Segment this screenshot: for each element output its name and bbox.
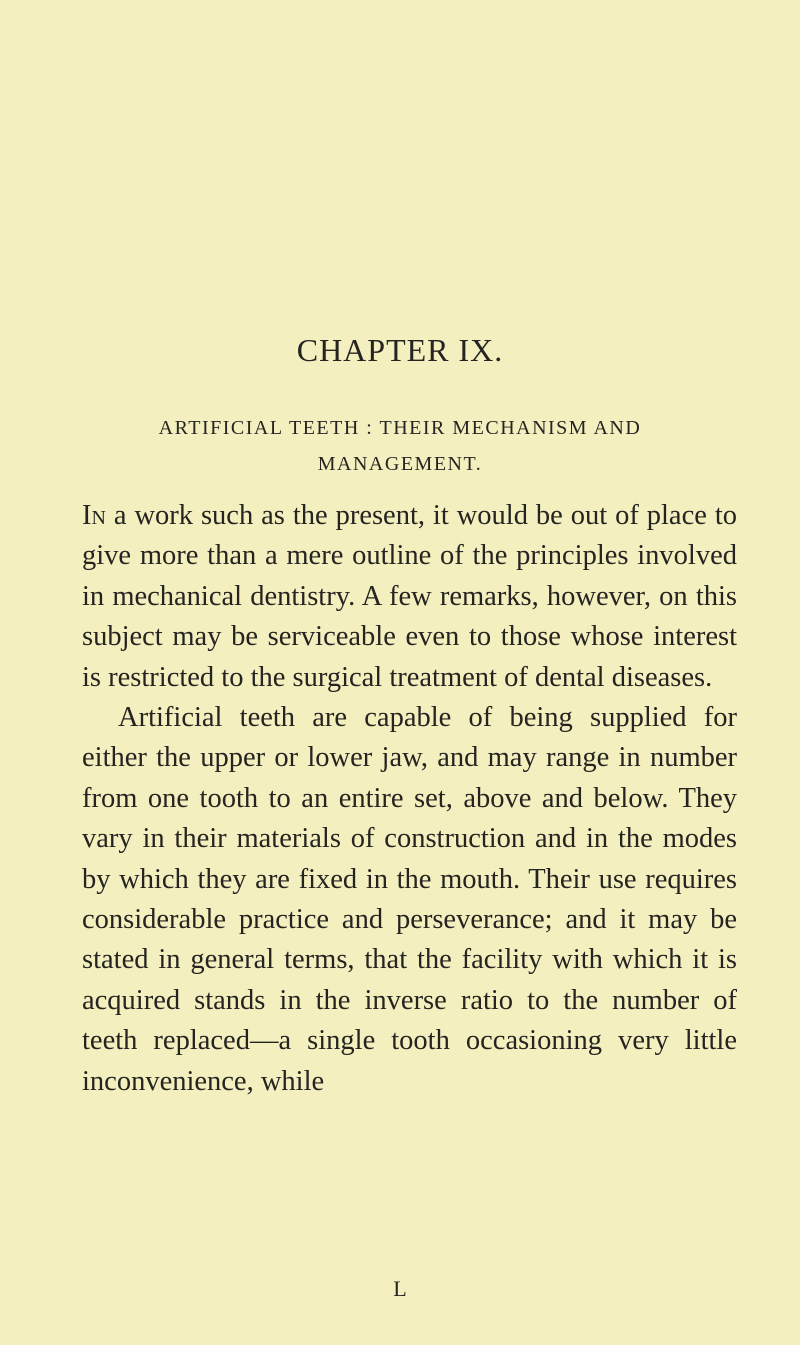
signature-mark: L xyxy=(393,1276,407,1301)
chapter-subtitle: ARTIFICIAL TEETH : THEIR MECHANISM AND MANAGEMENT. xyxy=(158,417,642,475)
paragraph-1-lead-word: In xyxy=(82,500,106,531)
paragraph-2: Artificial teeth are capable of being supplied for either the upper or lower jaw, and may range in number from one tooth to an entire set, above and below. They vary in their materials of construction and in the modes by which they are fixed in the mouth. Their use requires considerable practice and perseverance; and it may be stated in general terms, that the facility with which it is acquired stands in the inverse ratio to the number of teeth replaced—a single tooth occasioning very little inconvenience, while xyxy=(82,702,737,1097)
paragraph-1 xyxy=(82,496,737,698)
body-text xyxy=(82,496,737,1102)
paragraph-1-text: a work such as the present, it would be out of place to give more than a mere outline of the principles involved in mechanical dentistry. A few remarks, however, on this subject may be serviceable even to those whose interest is restricted to the surgical treatment of dental diseases. xyxy=(82,500,737,693)
chapter-heading: CHAPTER IX. xyxy=(296,332,504,368)
